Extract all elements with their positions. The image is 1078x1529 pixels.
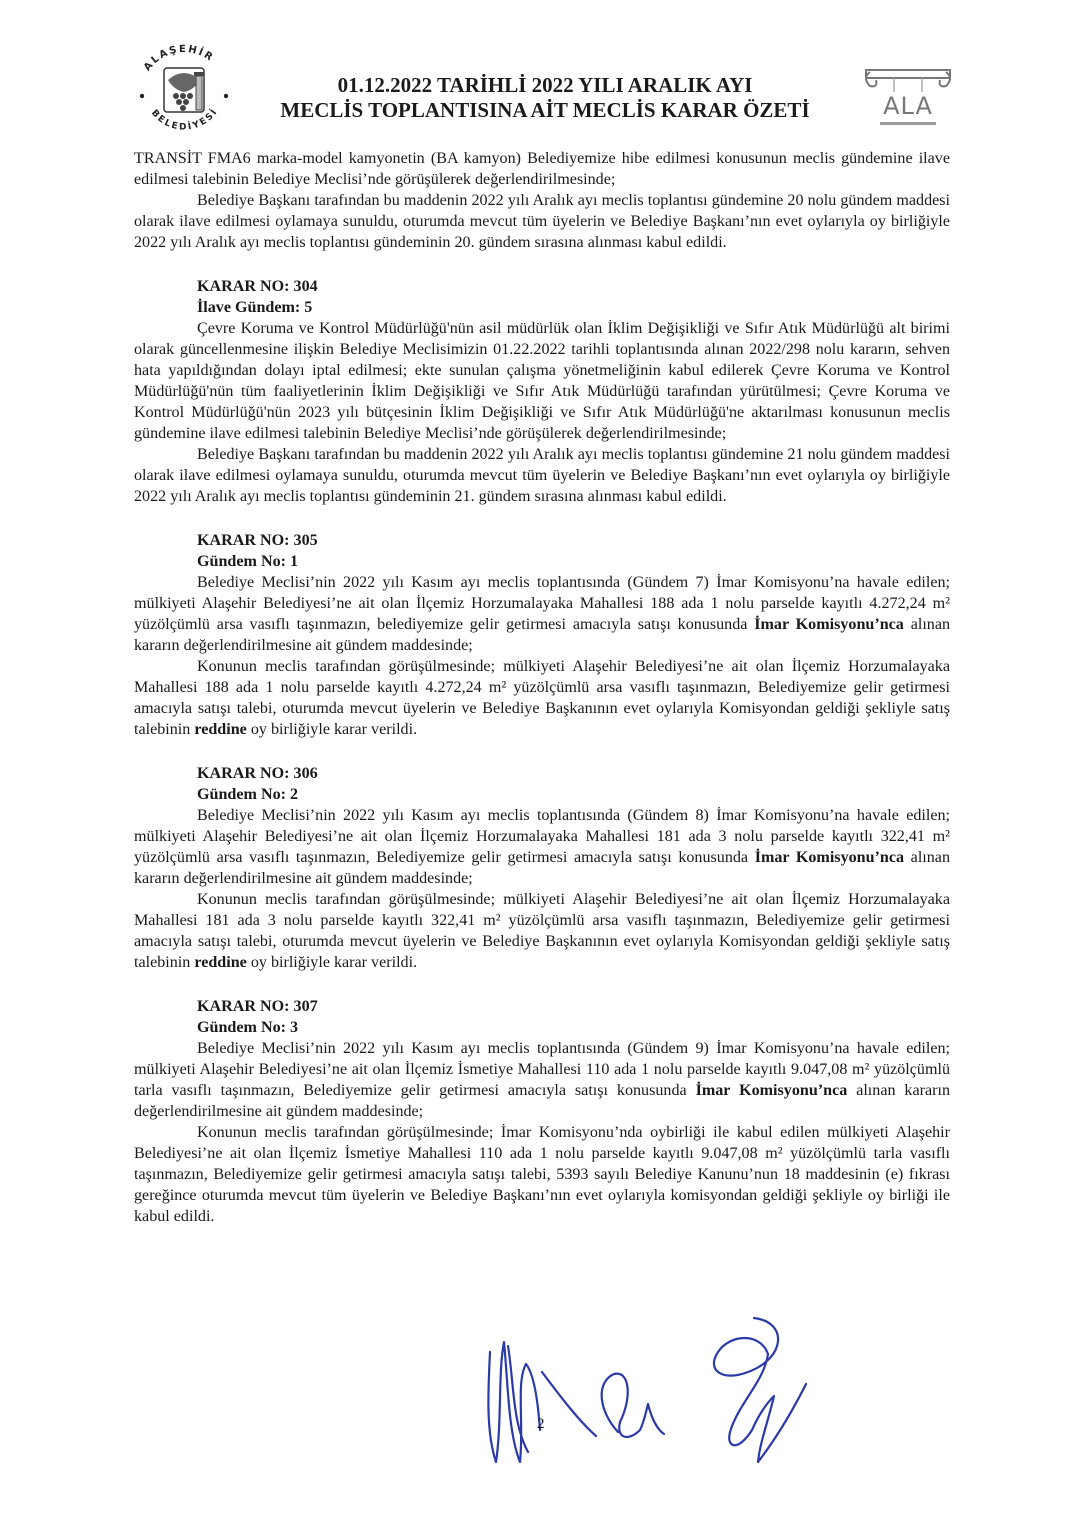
karar-305-paragraph-1: Belediye Meclisi’nin 2022 yılı Kasım ayı meclis toplantısında (Gündem 7) İmar Komisyonu’na havale edilen; mülkiyeti Alaşehir Belediyesi’ne ait olan İlçemiz Horzumalayaka Mahallesi 188 ada 1 nolu parselde kayıtlı 4.272,24 m² yüzölçümlü arsa vasıflı taşınmazın, belediyemize gelir getirmesi amacıyla satışı konusunda İmar Komisyonu’nca alınan kararın değerlendirilmesine ait gündem maddesinde; [134, 574, 951, 654]
karar-307-gundem: Gündem No: 3 [197, 1019, 299, 1036]
karar-305-gundem: Gündem No: 1 [197, 553, 299, 570]
ala-logo [858, 62, 958, 132]
karar-304-paragraph-1: Çevre Koruma ve Kontrol Müdürlüğü'nün asil müdürlük olan İklim Değişikliği ve Sıfır Atık Müdürlüğü alt birimi olarak güncellenmesine ilişkin Belediye Meclisimizin 01.22.2022 tarihli toplantısında alınan 2022/298 nolu kararın, sehven hata yapıldığından dolayı iptal edilmesi; ekte sunulan çalışma yönetmeliğinin kabul edilerek Çevre Koruma ve Kontrol Müdürlüğü'nün tüm faaliyetlerinin İklim Değişikliği ve Sıfır Atık Müdürlüğü tarafından yürütülmesi; Çevre Koruma ve Kontrol Müdürlüğü'nün 2023 yılı bütçesinin İklim Değişikliği ve Sıfır Atık Müdürlüğü'ne aktarılması konusunun meclis gündemine ilave edilmesi talebinin Belediye Meclisi’nde görüşülerek değerlendirilmesinde; [134, 320, 950, 442]
handwritten-signatures [468, 1312, 828, 1482]
document-body [134, 148, 950, 1227]
intro-paragraph-2: Belediye Başkanı tarafından bu maddenin 2022 yılı Aralık ayı meclis toplantısı gündemine 20 nolu gündem maddesi olarak ilave edilmesi oylamaya sunuldu, oturumda mevcut tüm üyelerin ve Belediye Başkanı’nın evet oylarıyla oy birliğiyle 2022 yılı Aralık ayı meclis toplantısı gündeminin 20. gündem sırasına alınması kabul edildi. [134, 192, 950, 251]
imar-komisyonu-bold: İmar Komisyonu’nca [754, 616, 904, 633]
svg-text:ALA: ALA [883, 92, 933, 120]
karar-305-paragraph-2: Konunun meclis tarafından görüşülmesinde; mülkiyeti Alaşehir Belediyesi’ne ait olan İlçemiz Horzumalayaka Mahallesi 188 ada 1 nolu parselde kayıtlı 4.272,24 m² yüzölçümlü arsa vasıflı taşınmazın, Belediyemize gelir getirmesi amacıyla satışı talebi, oturumda mevcut üyelerin ve Belediye Başkanının evet oylarıyla Komisyondan geldiği şekliyle satış talebinin reddine oy birliğiyle karar verildi. [134, 658, 950, 738]
karar-307-paragraph-1: Belediye Meclisi’nin 2022 yılı Kasım ayı meclis toplantısında (Gündem 9) İmar Komisyonu’na havale edilen; mülkiyeti Alaşehir Belediyesi’ne ait olan İlçemiz İsmetiye Mahallesi 110 ada 1 nolu parselde kayıtlı 9.047,08 m² yüzölçümlü tarla vasıflı taşınmazın, Belediyemize gelir getirmesi amacıyla satışı konusunda İmar Komisyonu’nca alınan kararın değerlendirilmesine ait gündem maddesinde; [134, 1040, 950, 1120]
karar-307-paragraph-2: Konunun meclis tarafından görüşülmesinde; İmar Komisyonu’nda oybirliği ile kabul edilen mülkiyeti Alaşehir Belediyesi’ne ait olan İlçemiz İsmetiye Mahallesi 110 ada 1 nolu parselde kayıtlı 9.047,08 m² yüzölçümlü tarla vasıflı taşınmazın, Belediyemize gelir getirmesi amacıyla satışı talebi, 5393 sayılı Belediye Kanunu’nun 18 maddesinin (e) fıkrası gereğince oturumda mevcut tüm üyelerin ve Belediye Başkanı’nın evet oylarıyla komisyondan geldiği şekliyle oy birliği ile kabul edildi. [134, 1124, 950, 1225]
karar-305-heading: KARAR NO: 305 [197, 532, 318, 549]
municipality-seal-logo [128, 36, 240, 148]
header-title-line-2: MECLİS TOPLANTISINA AİT MECLİS KARAR ÖZETİ [280, 98, 810, 122]
karar-304-heading: KARAR NO: 304 [197, 278, 318, 295]
karar-307-heading: KARAR NO: 307 [197, 998, 318, 1015]
karar-304-gundem: İlave Gündem: 5 [197, 299, 313, 316]
intro-paragraph-1: TRANSİT FMA6 marka-model kamyonetin (BA kamyon) Belediyemize hibe edilmesi konusunun meclis gündemine ilave edilmesi talebinin Belediye Meclisi’nde görüşülerek değerlendirilmesinde; [134, 150, 950, 188]
imar-komisyonu-bold: İmar Komisyonu’nca [754, 849, 905, 866]
karar-306-paragraph-2: Konunun meclis tarafından görüşülmesinde; mülkiyeti Alaşehir Belediyesi’ne ait olan İlçemiz Horzumalayaka Mahallesi 181 ada 3 nolu parselde kayıtlı 322,41 m² yüzölçümlü arsa vasıflı taşınmazın, Belediyemize gelir getirmesi amacıyla satışı talebi, oturumda mevcut üyelerin ve Belediye Başkanının evet oylarıyla Komisyondan geldiği şekliyle satış talebinin reddine oy birliğiyle karar verildi. [134, 891, 950, 971]
karar-306-paragraph-1: Belediye Meclisi’nin 2022 yılı Kasım ayı meclis toplantısında (Gündem 8) İmar Komisyonu’na havale edilen; mülkiyeti Alaşehir Belediyesi’ne ait olan İlçemiz Horzumalayaka Mahallesi 181 ada 3 nolu parselde kayıtlı 322,41 m² yüzölçümlü arsa vasıflı taşınmazın, Belediyemize gelir getirmesi amacıyla satışı konusunda İmar Komisyonu’nca alınan kararın değerlendirilmesine ait gündem maddesinde; [134, 807, 950, 887]
svg-text:BELEDİYESİ: BELEDİYESİ [148, 106, 221, 133]
svg-text:ALAŞEHİR: ALAŞEHİR [142, 43, 216, 74]
imar-komisyonu-bold: İmar Komisyonu’nca [695, 1082, 848, 1099]
reddine-bold: reddine [194, 721, 247, 738]
header-title-line-1: 01.12.2022 TARİHLİ 2022 YILI ARALIK AYI [337, 73, 753, 97]
reddine-bold: reddine [194, 954, 247, 971]
karar-306-gundem: Gündem No: 2 [197, 786, 299, 803]
karar-304-paragraph-2: Belediye Başkanı tarafından bu maddenin 2022 yılı Aralık ayı meclis toplantısı gündemine 21 nolu gündem maddesi olarak ilave edilmesi oylamaya sunuldu, oturumda mevcut tüm üyelerin ve Belediye Başkanı’nın evet oylarıyla oy birliğiyle 2022 yılı Aralık ayı meclis toplantısı gündeminin 21. gündem sırasına alınması kabul edildi. [134, 446, 950, 505]
karar-306-heading: KARAR NO: 306 [197, 765, 318, 782]
page-number: 2 [537, 1416, 545, 1432]
